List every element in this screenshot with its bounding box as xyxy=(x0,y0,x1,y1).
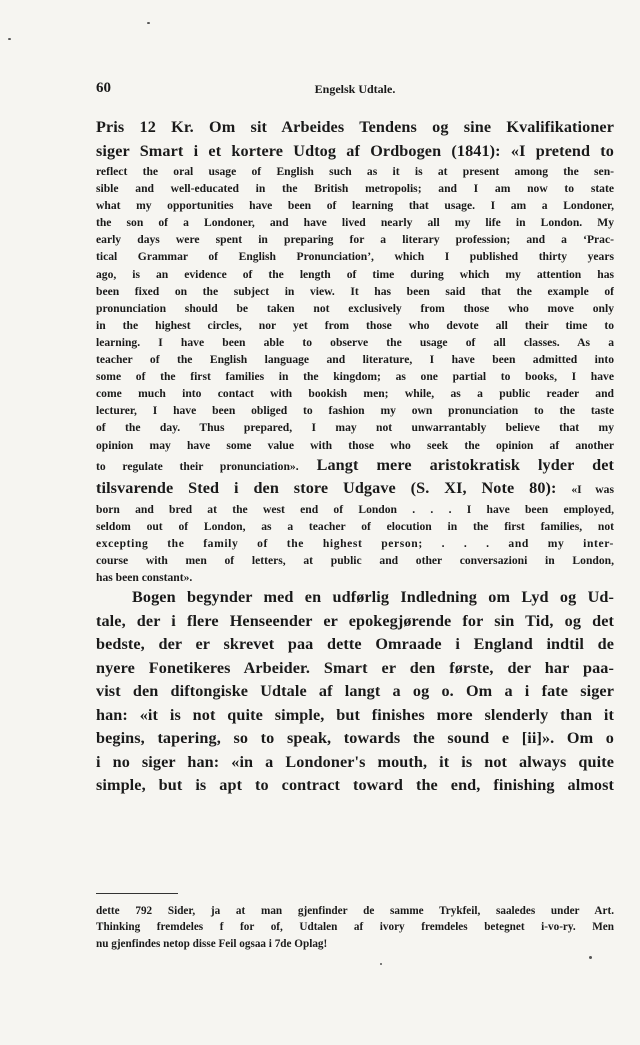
quote-line: born and bred at the west end of London . . . I have been employed, xyxy=(96,502,614,516)
quote-line: come much into contact with bookish men; while, as a public reader and xyxy=(96,387,614,401)
text-line: siger Smart i et kortere Udtog af Ordbogen (1841): «I pretend to xyxy=(96,141,614,160)
footnote xyxy=(96,903,614,952)
footnote-divider xyxy=(96,893,178,894)
quote-line: pronunciation should be taken not exclusively from those who move only xyxy=(96,301,614,315)
footnote-line: Thinking fremdeles f for of, Udtalen af ivory fremdeles betegnet i-vo-ry. Men xyxy=(96,921,614,934)
quote-line: has been constant». xyxy=(96,570,193,584)
quote-line: lecturer, I have been obliged to fashion my own pronunciation to the taste xyxy=(96,404,614,418)
text-line: han: «it is not quite simple, but finishes more slenderly than it xyxy=(96,705,614,724)
text-fragment: Langt mere aristokratisk lyder det xyxy=(298,455,614,474)
quote-line: opinion may have some value with those who seek the opinion af another xyxy=(96,438,614,452)
text-fragment: tilsvarende Sted i den store Udgave (S. XI, Note 80): xyxy=(96,479,572,498)
quote-line: learning. I have been able to observe the usage of all classes. As a xyxy=(96,335,614,349)
quote-line: early days were spent in preparing for a literary profession; and a ‘Prac- xyxy=(96,233,614,247)
quote-fragment: «I was xyxy=(571,483,614,497)
page-header xyxy=(96,80,614,100)
paper-speck xyxy=(147,22,150,24)
quote-line: tical Grammar of English Pronunciation’, which I published thirty years xyxy=(96,250,614,264)
text-line: nyere Fonetikeres Arbeider. Smart er den første, der har paa- xyxy=(96,658,614,677)
paper-speck xyxy=(8,38,11,40)
quote-line: excepting the family of the highest person; . . . and my inter- xyxy=(96,536,614,550)
quote-line: teacher of the English language and literature, I have been admitted into xyxy=(96,353,614,367)
quote-line: some of the first families in the kingdom; as one partial to books, I have xyxy=(96,370,614,384)
footnote-line: nu gjenfindes netop disse Feil ogsaa i 7de Oplag! xyxy=(96,937,328,950)
text-line: bedste, der er skrevet paa dette Omraade i England indtil de xyxy=(96,635,614,654)
text-line: simple, but is apt to contract toward the end, finishing almost xyxy=(96,776,614,795)
mixed-line xyxy=(96,454,614,478)
text-line: tale, der i flere Henseender er epokegjørende for sin Tid, og det xyxy=(96,611,614,630)
text-line: Pris 12 Kr. Om sit Arbeides Tendens og sine Kvalifikationer xyxy=(96,118,614,136)
paper-speck xyxy=(589,956,592,959)
quote-line: what my opportunities have been of learning that usage. I am a Londoner, xyxy=(96,199,614,213)
footnote-line: dette 792 Sider, ja at man gjenfinder de samme Trykfeil, saaledes under Art. xyxy=(96,905,614,917)
quote-line: of the day. Thus prepared, I may not unwarrantably believe that my xyxy=(96,421,614,435)
quote-line: seldom out of London, as a teacher of elocution in the first families, not xyxy=(96,519,614,533)
quote-line: ago, is an evidence of the length of time during which my attention has xyxy=(96,267,614,281)
quote-line: the son of a Londoner, and have lived nearly all my life in London. My xyxy=(96,216,614,230)
quote-line: reflect the oral usage of English such as it is at present among the sen- xyxy=(96,165,614,178)
paragraph-start-line: Bogen begynder med en udførlig Indledning om Lyd og Ud- xyxy=(132,588,614,607)
page-number: 60 xyxy=(96,80,111,96)
text-line: vist den diftongiske Udtale af langt a og o. Om a i fate siger xyxy=(96,682,614,701)
body-text xyxy=(96,116,614,798)
quote-fragment: to regulate their pronunciation». xyxy=(96,459,299,473)
quote-line: been fixed on the subject in view. It has been said that the example of xyxy=(96,284,614,298)
text-line: i no siger han: «in a Londoner's mouth, it is not always quite xyxy=(96,752,614,771)
quote-line: sible and well-educated in the British metropolis; and I am now to state xyxy=(96,182,614,196)
paper-speck xyxy=(380,963,382,965)
running-title: Engelsk Udtale. xyxy=(314,82,396,96)
quote-line: course with men of letters, at public and other conversazioni in London, xyxy=(96,553,614,567)
quote-line: in the highest circles, nor yet from those who devote all their time to xyxy=(96,318,614,332)
mixed-line xyxy=(96,477,614,501)
text-line: begins, tapering, so to speak, towards the sound e [ii]». Om o xyxy=(96,729,614,748)
